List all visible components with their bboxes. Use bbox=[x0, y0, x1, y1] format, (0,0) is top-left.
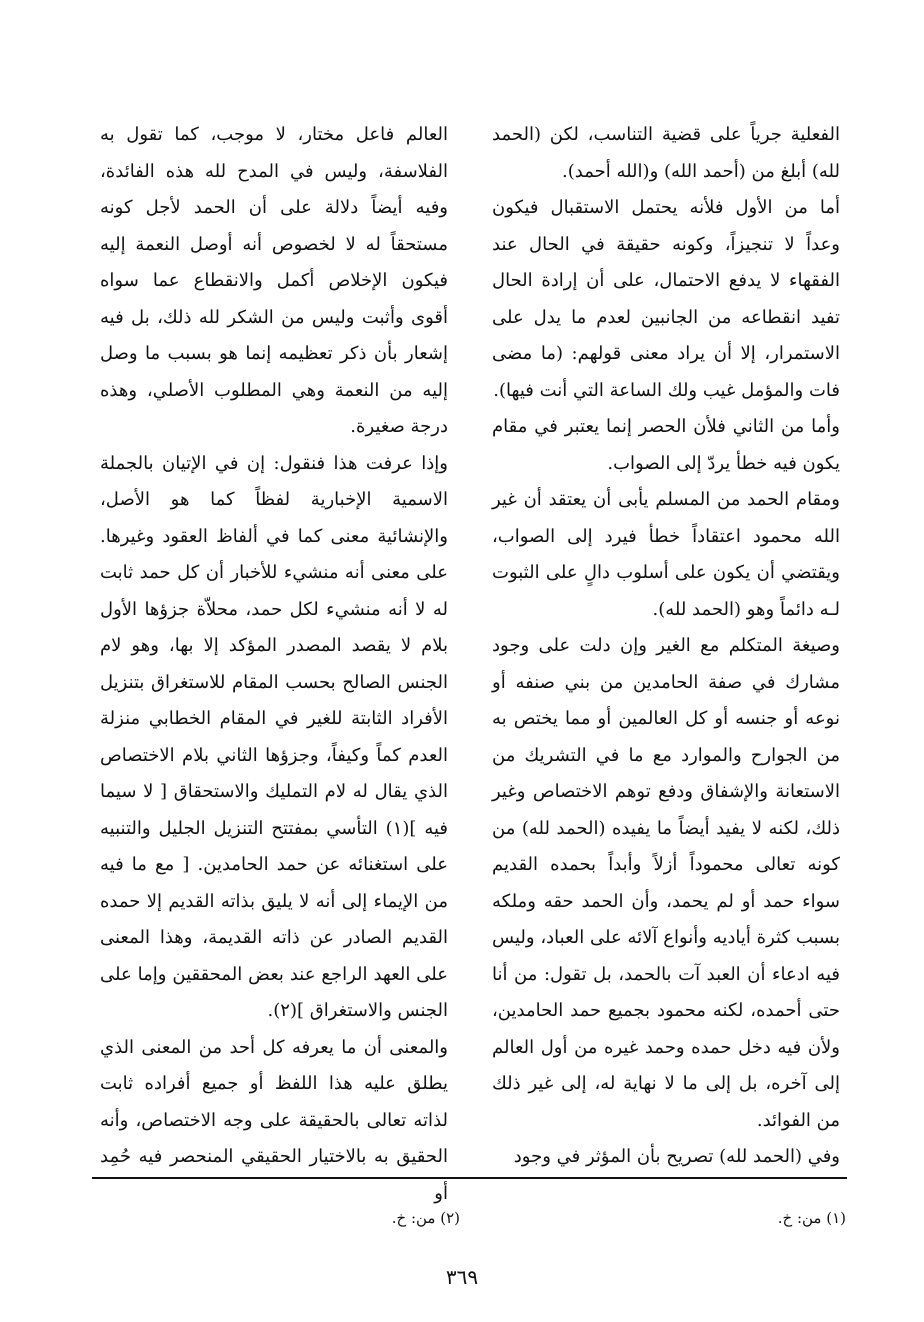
paragraph: والمعنى أن ما يعرفه كل أحد من المعنى الذي يطلق عليه هذا اللفظ أو جميع أفراده ثابت لذاته تعالى بالحقيقة على وجه الاختصاص، وأنه الحقيق به بالاختيار الحقيقي المنحصر فيه حُمِد أو bbox=[100, 1036, 448, 1204]
right-text-column bbox=[492, 117, 840, 1176]
paragraph: أما من الأول فلأنه يحتمل الاستقبال فيكون وعداً لا تنجيزاً، وكونه حقيقة في الحال عند الفقهاء لا يدفع الاحتمال، على أن إرادة الحال تفيد انقطاعه من الجانبين لعدم ما يدل على الاستمرار، إلا أن يراد معنى قولهم: (ما مضى فات والمؤمل غيب ولك الساعة التي أنت فيها). bbox=[492, 197, 840, 401]
footnote-2: (٢) من: خ. bbox=[391, 1209, 460, 1227]
paragraph: الفعلية جرياً على قضية التناسب، لكن (الحمد لله) أبلغ من (أحمد الله) و(الله أحمد). bbox=[492, 124, 840, 182]
left-text-column bbox=[100, 117, 448, 1212]
paragraph: العالم فاعل مختار، لا موجب، كما تقول به الفلاسفة، وليس في المدح لله هذه الفائدة، وفيه أيضاً دلالة على أن الحمد لأجل كونه مستحقاً له لا لخصوص أنه أوصل النعمة إليه فيكون الإخلاص أكمل والانقطاع عما سواه أقوى وأثبت وليس من الشكر لله ذلك، بل فيه إشعار بأن ذكر تعظيمه إنما هو بسبب ما وصل إليه من النعمة وهي المطلوب الأصلي، وهذه درجة صغيرة. bbox=[100, 124, 448, 437]
paragraph: وفي (الحمد لله) تصريح بأن المؤثر في وجود bbox=[513, 1146, 840, 1167]
paragraph: وأما من الثاني فلأن الحصر إنما يعتبر في مقام يكون فيه خطأ يردّ إلى الصواب. bbox=[492, 416, 840, 474]
paragraph: وصيغة المتكلم مع الغير وإن دلت على وجود مشارك في صفة الحامدين من بني صنفه أو نوعه أو جنسه أو كل العالمين أو مما يختص به من الجوارح والموارد مع ما في التشريك من الاستعانة والإشفاق ودفع توهم الاختصاص وغير ذلك، لكنه لا يفيد أيضاً ما يفيده (الحمد لله) من كونه تعالى محموداً أزلاً وأبداً بحمده القديم سواء حمد أو لم يحمد، وأن الحمد حقه وملكه بسبب كثرة أياديه وأنواع آلائه على العباد، وليس فيه ادعاء أن العبد آت بالحمد، بل تقول: من أنا حتى أحمده، لكنه محمود بجميع حمد الحامدين، ولأن فيه دخل حمده وحمد غيره من أول العالم إلى آخره، بل إلى ما لا نهاية له، إلى غير ذلك من الفوائد. bbox=[492, 635, 840, 1131]
page-number: ٣٦٩ bbox=[445, 1265, 479, 1289]
paragraph: ومقام الحمد من المسلم يأبى أن يعتقد أن غير الله محمود اعتقاداً خطأ فيرد إلى الصواب، ويقتضي أن يكون على أسلوب دالٍ على الثبوت لـه دائماً وهو (الحمد لله). bbox=[492, 489, 840, 620]
footnote-1: (١) من: خ. bbox=[777, 1209, 846, 1227]
footnote-divider bbox=[92, 1177, 847, 1179]
paragraph: وإذا عرفت هذا فنقول: إن في الإتيان بالجملة الاسمية الإخبارية لفظاً كما هو الأصل، والإنشائية معنى كما في ألفاظ العقود وغيرها. على معنى أنه منشيء للأخبار أن كل حمد ثابت له لا أنه منشيء لكل حمد، محلاّة جزؤها الأول بلام لا يقصد المصدر المؤكد إلا بها، وهو لام الجنس الصالح بحسب المقام للاستغراق بتنزيل الأفراد الثابتة للغير في المقام الخطابي منزلة العدم كماً وكيفاً، وجزؤها الثاني بلام الاختصاص الذي يقال له لام التمليك والاستحقاق [ لا سيما فيه ](١) التأسي بمفتتح التنزيل الجليل والتنبيه على استغنائه عن حمد الحامدين. [ مع ما فيه من الإيماء إلى أنه لا يليق بذاته القديم إلا حمده القديم الصادر عن ذاته القديمة، وهذا المعنى على العهد الراجع عند بعض المحققين وإما على الجنس والاستغراق ](٢). bbox=[100, 452, 449, 1021]
